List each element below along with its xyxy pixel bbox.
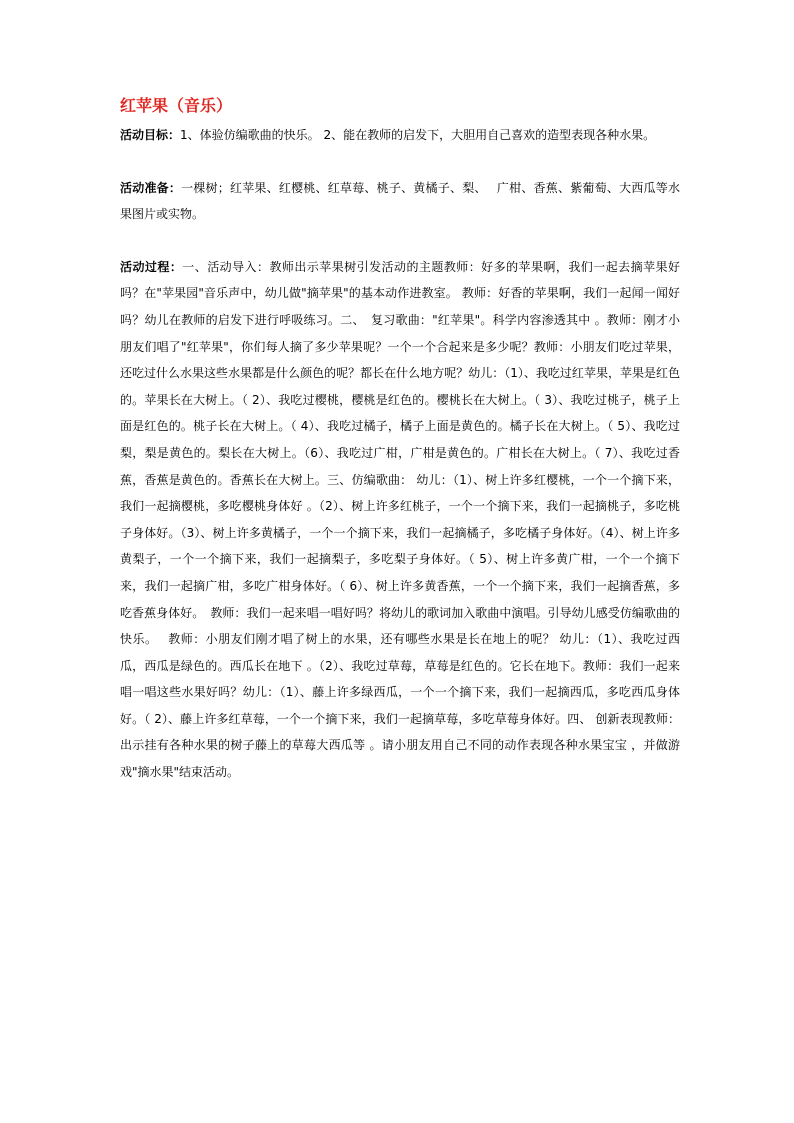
- section-label: 活动过程：: [120, 259, 183, 274]
- section-goals: [120, 122, 680, 149]
- document-title: 红苹果（音乐）: [120, 96, 233, 115]
- section-text: 一、活动导入：教师出示苹果树引发活动的主题教师：好多的苹果啊，我们一起去摘苹果好吗？在"苹果园"音乐声中，幼儿做"摘苹果"的基本动作进教室。 教师：好香的苹果啊，我们一起闻一闻好吗？幼儿在教师的启发下进行呼吸练习。二、 复习歌曲："红苹果"。科学内容渗透其中 。教师：刚才小朋友们唱了"红苹果"，你们每人摘了多少苹果呢？一个一个合起来是多少呢？教师：小朋友们吃过苹果，还吃过什么水果这些水果都是什么颜色的呢？都长在什么地方呢？幼儿：（1）、我吃过红苹果，苹果是红色的。苹果长在大树上。（ 2）、我吃过樱桃，樱桃是红色的。樱桃长在大树上。（ 3）、我吃过桃子，桃子上面是红色的。桃子长在大树上。（ 4）、我吃过橘子，橘子上面是黄色的。橘子长在大树上。（ 5）、我吃过梨，梨是黄色的。梨长在大树上。（6）、我吃过广柑，广柑是黄色的。广柑长在大树上。（ 7）、我吃过香蕉，香蕉是黄色的。香蕉长在大树上。三、仿编歌曲： 幼儿：（1）、树上许多红樱桃，一个一个摘下来，我们一起摘樱桃，多吃樱桃身体好 。（2）、树上许多红桃子，一个一个摘下来，我们一起摘桃子，多吃桃子身体好。（3）、树上许多黄橘子，一个一个摘下来，我们一起摘橘子，多吃橘子身体好。（4）、树上许多黄梨子，一个一个摘下来，我们一起摘梨子，多吃梨子身体好。（ 5）、树上许多黄广柑，一个一个摘下来，我们一起摘广柑，多吃广柑身体好。（ 6）、树上许多黄香蕉，一个一个摘下来，我们一起摘香蕉，多吃香蕉身体好。 教师：我们一起来唱一唱好吗？将幼儿的歌词加入歌曲中演唱。引导幼儿感受仿编歌曲的快乐。 教师：小朋友们刚才唱了树上的水果，还有哪些水果是长在地上的呢？ 幼儿：（1）、我吃过西瓜，西瓜是绿色的。西瓜长在地下 。（2）、我吃过草莓，草莓是红色的。它长在地下。教师：我们一起来唱一唱这些水果好吗？幼儿：（1）、藤上许多绿西瓜，一个一个摘下来，我们一起摘西瓜，多吃西瓜身体好。（ 2）、藤上许多红草莓，一个一个摘下来，我们一起摘草莓，多吃草莓身体好。四、 创新表现教师：出示挂有各种水果的树子藤上的草莓大西瓜等 。请小朋友用自己不同的动作表现各种水果宝宝 ，并做游戏"摘水果"结束活动。: [120, 259, 680, 780]
- paragraph-spacer: [120, 149, 680, 175]
- section-text: 1、体验仿编歌曲的快乐。 2、能在教师的启发下，大胆用自己喜欢的造型表现各种水果。: [180, 128, 656, 142]
- document-page: [120, 96, 680, 786]
- section-label: 活动目标：: [120, 128, 181, 142]
- paragraph-spacer: [120, 228, 680, 254]
- section-label: 活动准备：: [120, 180, 182, 195]
- section-preparation: [120, 175, 680, 228]
- section-process: [120, 254, 680, 786]
- section-text: 一棵树；红苹果、红樱桃、红草莓、桃子、黄橘子、梨、 广柑、香蕉、紫葡萄、大西瓜等水果图片或实物。: [120, 180, 680, 222]
